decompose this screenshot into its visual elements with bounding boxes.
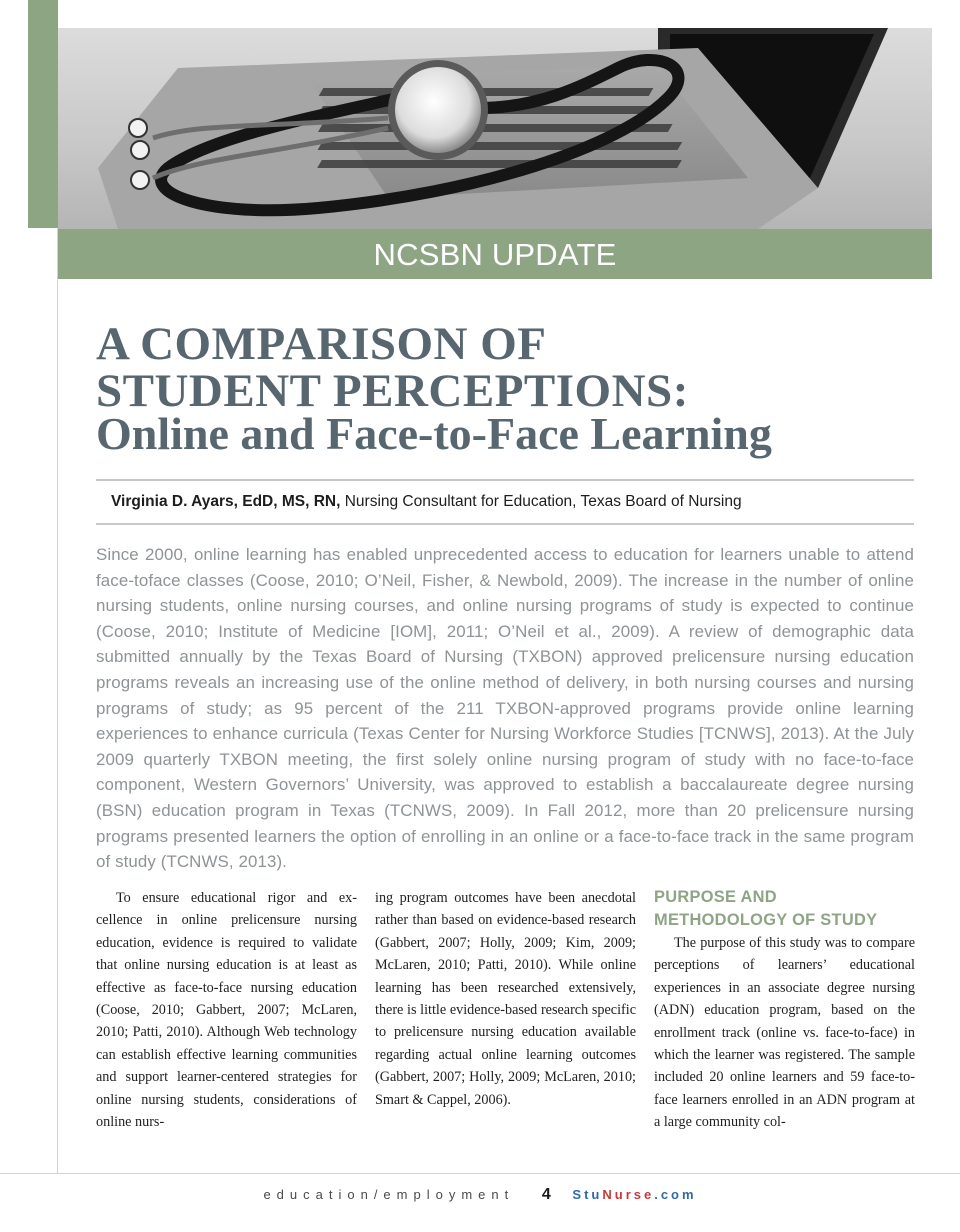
stethoscope-laptop-illustration bbox=[58, 28, 932, 229]
footer-brand bbox=[572, 1187, 696, 1202]
page-footer bbox=[0, 1186, 960, 1204]
hero-photo bbox=[58, 28, 932, 229]
body-column-1: To ensure educational rigor and excellence in online prelicensure nursing education, evidence is required to validate that online nursing education is at least as effective as face-to-face nursing education (Coose, 2010; Gabbert, 2007; McLaren, 2010; Patti, 2010). Although Web technology can establish effective learning communities and support learner-centered strategies for online nursing students, considerations of online nurs- bbox=[96, 890, 357, 1131]
accent-side-bar bbox=[28, 0, 58, 228]
author-affiliation: Nursing Consultant for Education, Texas Board of Nursing bbox=[344, 493, 742, 510]
page-number: 4 bbox=[541, 1186, 551, 1203]
brand-nurse: Nurse bbox=[602, 1187, 655, 1202]
margin-rule bbox=[57, 228, 58, 1174]
lead-paragraph: Since 2000, online learning has enabled unprecedented access to education for learners unable to attend face-toface classes (Coose, 2010; O’Neil, Fisher, & Newbold, 2009). The increase in the number of online nursing students, online nursing courses, and online nursing programs of study is expected to continue (Coose, 2010; Institute of Medicine [IOM], 2011; O’Neil et al., 2009). A review of demographic data submitted annually by the Texas Board of Nursing (TXBON) approved prelicensure nursing education programs reveals an increasing use of the online method of delivery, in both nursing courses and nursing programs of study; as 95 percent of the 211 TXBON-approved programs provide online learning experiences to enhance curricula (Texas Center for Nursing Workforce Studies [TCNWS], 2013). At the July 2009 quarterly TXBON meeting, the first solely online nursing program of study with no face-to-face component, Western Governors’ University, was approved to establish a baccalaureate degree nursing (BSN) education program in Texas (TCNWS, 2009). In Fall 2012, more than 20 prelicensure nursing programs presented learners the option of enrolling in an online or a face-to-face track in the same program of study (TCNWS, 2013). bbox=[96, 545, 914, 872]
footer-rule bbox=[0, 1173, 960, 1174]
divider-bottom bbox=[96, 523, 914, 525]
author-name: Virginia D. Ayars, EdD, MS, RN, bbox=[111, 493, 341, 510]
article-title-line2: STUDENT PERCEPTIONS: bbox=[96, 365, 689, 417]
section-banner: NCSBN UPDATE bbox=[58, 229, 932, 279]
section-heading-line2: METHODOLOGY OF STUDY bbox=[654, 910, 878, 929]
body-column-2: ing program outcomes have been anecdotal rather than based on evidence-based research (Gabbert, 2007; Holly, 2009; Kim, 2009; McLaren, 2010; Patti, 2010). While online learning has been researched extensively, there is little evidence-based research specific to prelicensure nursing education available regarding actual online learning outcomes (Gabbert, 2007; Holly, 2009; McLaren, 2010; Smart & Cappel, 2006). bbox=[375, 890, 636, 1108]
body-column-3: The purpose of this study was to compare perceptions of learners’ educational experiences in an associate degree nursing (ADN) education program, based on the enrollment track (online vs. face-to-face) in which the learner was registered. The sample included 20 online learners and 59 face-to-face learners enrolled in an ADN program at a large community col- bbox=[654, 935, 915, 1131]
author-byline bbox=[111, 493, 742, 511]
brand-stu: Stu bbox=[572, 1187, 603, 1202]
section-heading-line1: PURPOSE AND bbox=[654, 888, 777, 906]
divider-top bbox=[96, 479, 914, 481]
article-subtitle: Online and Face-to-Face Learning bbox=[96, 408, 772, 459]
brand-domain: .com bbox=[654, 1187, 697, 1202]
section-heading bbox=[654, 886, 916, 931]
article-title-line1: A COMPARISON OF bbox=[96, 318, 547, 370]
footer-section-label: education/employment bbox=[263, 1187, 515, 1202]
